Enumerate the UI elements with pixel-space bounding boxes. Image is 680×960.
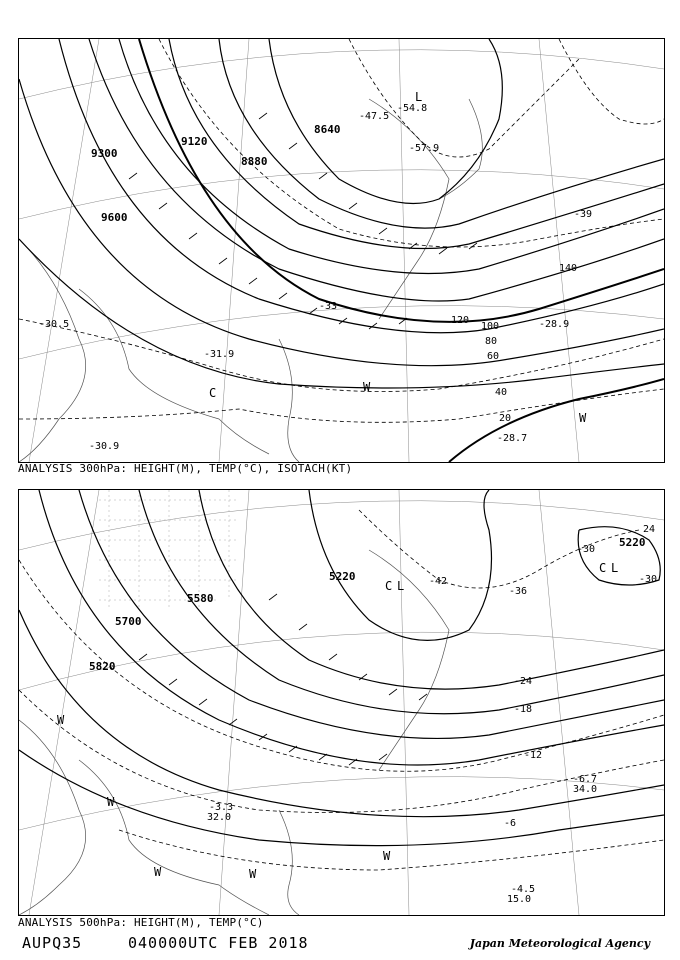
low-symbol: L: [397, 579, 405, 593]
temperature-label: 24: [643, 524, 656, 535]
temperature-label: -6: [504, 818, 517, 829]
warm-symbol: W: [107, 795, 115, 809]
height-label: 5220: [329, 570, 356, 583]
warm-symbol: W: [383, 849, 391, 863]
station-dewpoint: 15.0: [507, 894, 532, 905]
temperature-label: -54.8: [397, 103, 428, 114]
low-symbol: L: [611, 561, 619, 575]
map-500hpa: [19, 490, 664, 915]
height-label: 9300: [91, 147, 118, 160]
isotach-label: 20: [499, 413, 512, 424]
station-temp: -3.3: [209, 802, 234, 813]
height-label: 5220: [619, 536, 646, 549]
height-label: 5580: [187, 592, 214, 605]
temperature-label: -47.5: [359, 111, 390, 122]
temperature-label: -28.7: [497, 433, 528, 444]
map-300hpa: [19, 39, 664, 462]
warm-symbol: W: [579, 411, 587, 425]
wind-barbs: [139, 594, 427, 765]
map-panel-300hpa: [18, 38, 665, 463]
temperature-label: -30: [639, 574, 658, 585]
temperature-label: -39: [574, 209, 593, 220]
station-dewpoint: 32.0: [207, 812, 232, 823]
temperature-label: -12: [524, 750, 543, 761]
cold-symbol: C: [599, 561, 607, 575]
height-label: 5820: [89, 660, 116, 673]
temperature-label: -33: [319, 301, 338, 312]
station-dewpoint: 34.0: [573, 784, 598, 795]
cold-symbol: C: [209, 386, 217, 400]
warm-symbol: W: [249, 867, 257, 881]
agency-credit: Japan Meteorological Agency: [469, 937, 650, 950]
isotach-label: 40: [495, 387, 508, 398]
temperature-label: -24: [514, 676, 533, 687]
caption-300hpa: ANALYSIS 300hPa: HEIGHT(M), TEMP(°C), ISOTACH(KT): [18, 462, 353, 475]
station-temp: -6.7: [573, 774, 598, 785]
isotach-label: 100: [481, 321, 500, 332]
temperature-label: -18: [514, 704, 533, 715]
temperature-label: -36: [509, 586, 528, 597]
temperature-label: -30.5: [39, 319, 70, 330]
height-label: 5700: [115, 615, 142, 628]
map-panel-500hpa: [18, 489, 665, 916]
isotach-label: 60: [487, 351, 500, 362]
temperature-label: -30: [577, 544, 596, 555]
station-temp: -4.5: [511, 884, 536, 895]
low-symbol: L: [415, 90, 423, 104]
isotach-label: 140: [559, 263, 578, 274]
temperature-contours: [19, 510, 664, 870]
warm-symbol: W: [57, 713, 65, 727]
cold-symbol: C: [385, 579, 393, 593]
temperature-label: -57.9: [409, 143, 440, 154]
graticule: [19, 490, 664, 915]
height-label: 8640: [314, 123, 341, 136]
warm-symbol: W: [363, 380, 371, 394]
product-code: AUPQ35: [22, 934, 83, 952]
valid-time: 040000UTC FEB 2018: [128, 934, 309, 952]
hatched-area: [99, 490, 239, 610]
graticule: [19, 39, 664, 462]
temperature-label: -28.9: [539, 319, 570, 330]
temperature-label: -42: [429, 576, 448, 587]
temperature-label: -30.9: [89, 441, 120, 452]
height-label: 8880: [241, 155, 268, 168]
temperature-label: -31.9: [204, 349, 235, 360]
caption-500hpa: ANALYSIS 500hPa: HEIGHT(M), TEMP(°C): [18, 916, 264, 929]
height-label: 9120: [181, 135, 208, 148]
height-label: 9600: [101, 211, 128, 224]
warm-symbol: W: [154, 865, 162, 879]
isotach-label: 120: [451, 315, 470, 326]
isotach-label: 80: [485, 336, 498, 347]
temperature-contours: [19, 39, 664, 422]
